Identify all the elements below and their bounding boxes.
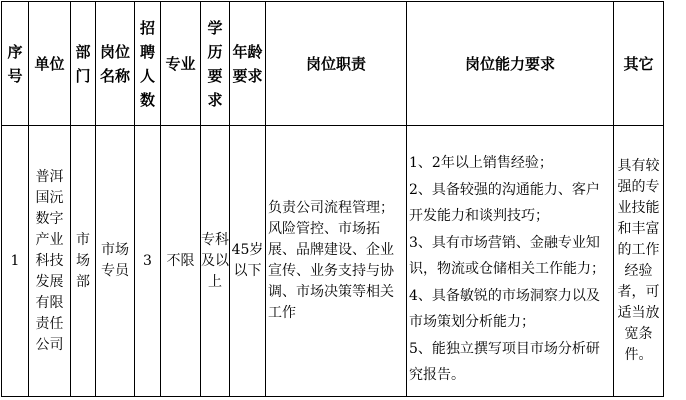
header-other: 其它 [614, 2, 664, 126]
header-dept: 部门 [71, 2, 96, 126]
cell-count: 3 [135, 126, 161, 397]
cell-unit: 普洱国沅数字产业科技发展有限责任公司 [29, 126, 71, 397]
cell-other: 具有较强的专业技能和丰富的工作经验者，可适当放宽条件。 [614, 126, 664, 397]
header-position: 岗位名称 [96, 2, 135, 126]
cell-major: 不限 [161, 126, 201, 397]
cell-age: 45岁以下 [230, 126, 266, 397]
header-requirements: 岗位能力要求 [407, 2, 614, 126]
header-unit: 单位 [29, 2, 71, 126]
requirement-item: 4、具备敏锐的市场洞察力以及市场策划分析能力； [409, 287, 600, 330]
cell-requirements [407, 126, 614, 397]
cell-duties: 负责公司流程管理；风险管控、市场拓展、品牌建设、企业宣传、业务支持与协调、市场决策等相关工作 [266, 126, 407, 397]
header-count: 招聘人数 [135, 2, 161, 126]
cell-seq: 1 [2, 126, 29, 397]
header-major: 专业 [161, 2, 201, 126]
header-age: 年龄要求 [230, 2, 266, 126]
cell-education: 专科及以上 [201, 126, 230, 397]
header-seq: 序号 [2, 2, 29, 126]
requirement-item: 2、具备较强的沟通能力、客户开发能力和谈判技巧； [409, 181, 600, 224]
header-duties: 岗位职责 [266, 2, 407, 126]
header-row [2, 2, 664, 126]
requirement-item: 5、能独立撰写项目市场分析研究报告。 [409, 340, 600, 383]
cell-position: 市场专员 [96, 126, 135, 397]
header-education: 学历要求 [201, 2, 230, 126]
requirement-item: 3、具有市场营销、金融专业知识，物流或仓储相关工作能力； [409, 234, 605, 277]
cell-dept: 市场部 [71, 126, 96, 397]
table-row [2, 126, 664, 397]
recruitment-table [1, 1, 664, 397]
requirement-item: 1、2年以上销售经验； [409, 155, 553, 171]
